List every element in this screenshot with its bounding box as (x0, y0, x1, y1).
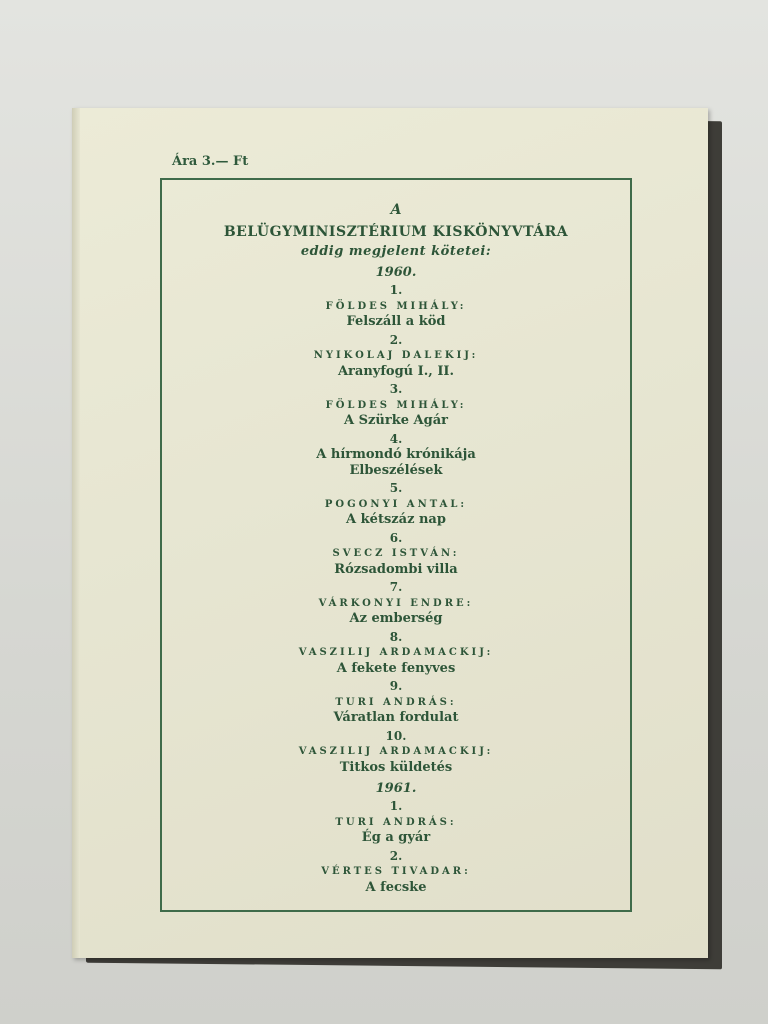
entry-number: 9. (389, 679, 403, 693)
entry-author: VÉRTES TIVADAR: (321, 866, 471, 877)
entry-number: 10. (385, 728, 407, 743)
cover-spine-edge (72, 108, 80, 958)
catalog-list (162, 180, 630, 895)
entry-title: Felszáll a köd (346, 314, 446, 329)
entry-title: A fekete fenyves (336, 660, 456, 676)
entry-number: 7. (389, 580, 403, 594)
year-heading: 1961. (375, 781, 417, 796)
entry-author: NYIKOLAJ DALEKIJ: (313, 350, 479, 361)
list-item (162, 849, 630, 896)
catalog-frame (160, 178, 632, 912)
series-subtitle: eddig megjelent kötetei: (300, 244, 492, 259)
price-label: Ára 3.— Ft (172, 154, 249, 169)
entry-number: 6. (389, 530, 403, 545)
entry-author: VASZILIJ ARDAMACKIJ: (298, 647, 494, 658)
entry-title: Ég a gyár (361, 830, 431, 845)
list-item (162, 799, 630, 846)
entry-title: A Szürke Agár (344, 413, 448, 428)
entry-number: 2. (389, 848, 403, 863)
entry-author: VASZILIJ ARDAMACKIJ: (298, 746, 494, 757)
entry-author: VÁRKONYI ENDRE: (318, 597, 474, 609)
entry-number: 3. (389, 382, 403, 396)
entry-number: 1. (389, 283, 403, 297)
entry-author: POGONYI ANTAL: (324, 498, 468, 510)
entry-number: 1. (389, 799, 403, 813)
list-item (162, 481, 630, 528)
list-item (162, 333, 630, 380)
list-item (162, 729, 630, 776)
entry-title: Rózsadombi villa (334, 561, 458, 577)
entry-title: Elbeszélések (349, 462, 443, 478)
list-item (162, 432, 630, 479)
entry-number: 5. (389, 481, 403, 495)
entry-title: Az emberség (349, 611, 443, 626)
entry-author: FÖLDES MIHÁLY: (325, 300, 467, 312)
entry-title: Váratlan fordulat (333, 710, 459, 725)
years-container (162, 265, 630, 895)
list-item (162, 630, 630, 677)
list-item (162, 531, 630, 578)
entry-title: A kétszáz nap (346, 512, 446, 527)
entry-title: A fecske (365, 879, 427, 895)
list-item (162, 283, 630, 330)
entry-number: 4. (389, 431, 403, 446)
entry-number: 8. (389, 629, 403, 644)
list-item (162, 580, 630, 627)
entry-title: A hírmondó krónikája (316, 447, 476, 462)
entry-title: Aranyfogú I., II. (337, 363, 455, 379)
list-item (162, 382, 630, 429)
list-item (162, 679, 630, 726)
book-back-cover (72, 108, 708, 958)
series-title: BELÜGYMINISZTÉRIUM KISKÖNYVTÁRA (223, 224, 569, 240)
entry-number: 2. (389, 332, 403, 347)
entry-title: Titkos küldetés (339, 759, 453, 775)
entry-author: SVECZ ISTVÁN: (332, 548, 460, 559)
entry-author: FÖLDES MIHÁLY: (325, 399, 467, 411)
entry-author: TURI ANDRÁS: (335, 816, 457, 828)
year-heading: 1960. (375, 265, 417, 280)
heading-article: A (390, 202, 402, 218)
entry-author: TURI ANDRÁS: (335, 696, 457, 708)
